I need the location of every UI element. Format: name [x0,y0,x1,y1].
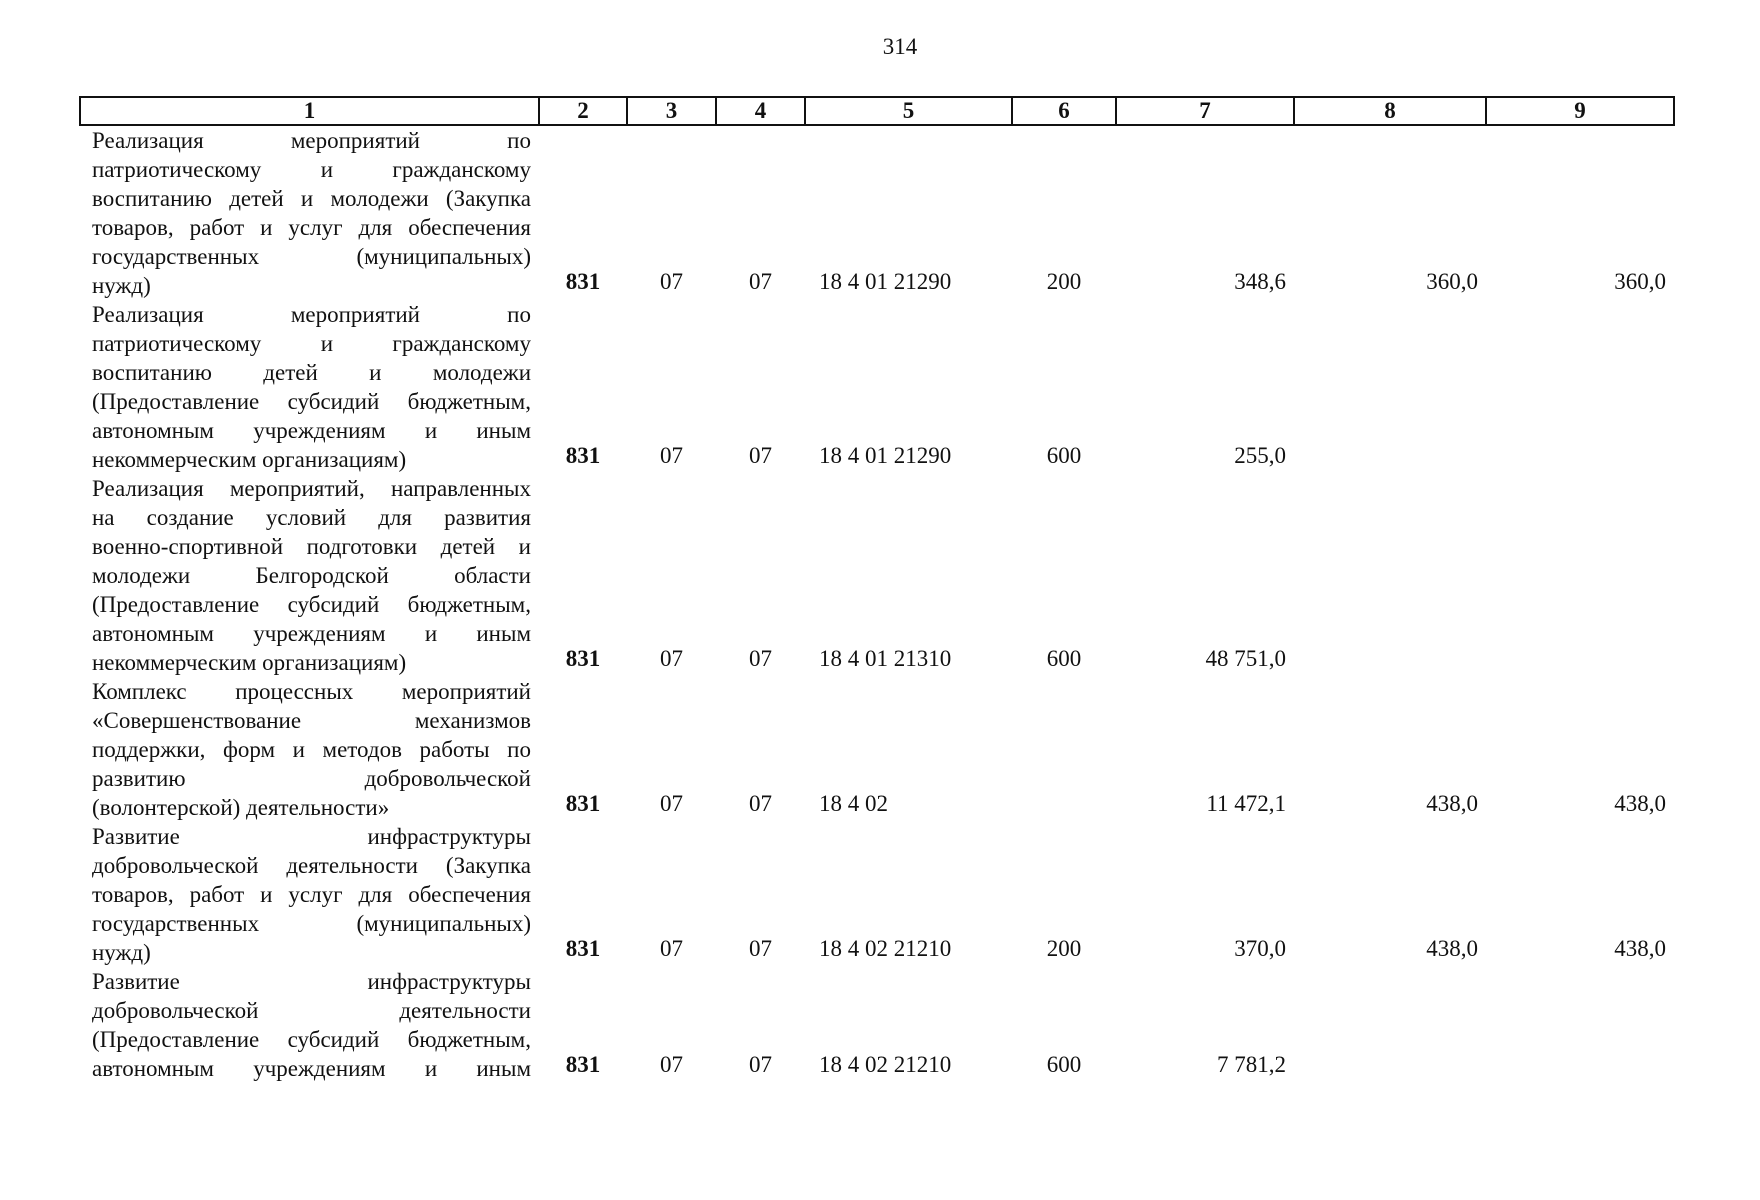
header-cell: 5 [805,97,1012,125]
section-cell: 07 [660,791,683,816]
amount-year3-cell: 360,0 [1614,269,1666,294]
description-line: Реализация мероприятий по [92,128,531,153]
admin-code-cell: 831 [565,1052,601,1077]
amount-year1-cell: 255,0 [1234,443,1286,468]
amount-year2-cell [1294,300,1486,474]
description-line: государственных (муниципальных) [92,244,531,269]
row-description [80,300,539,474]
budget-table [79,96,1675,1083]
description-line: (Предоставление субсидий бюджетным, [92,389,531,414]
expense-type-cell: 600 [1046,443,1082,468]
description-line: нужд) [92,273,151,298]
row-description [80,677,539,822]
description-line: поддержки, форм и методов работы по [92,737,531,762]
description-line: Развитие инфраструктуры [92,969,531,994]
admin-code-cell: 831 [565,646,601,671]
description-line: нужд) [92,940,151,965]
table-row [80,677,1674,822]
table-row [80,822,1674,967]
admin-code-cell: 831 [565,936,601,961]
header-cell: 3 [627,97,716,125]
target-article-cell: 18 4 01 21290 [819,269,952,294]
expense-type-cell: 600 [1046,646,1082,671]
admin-code-cell: 831 [565,791,601,816]
amount-year2-cell: 438,0 [1426,936,1478,961]
description-line: воспитанию детей и молодежи (Закупка [92,186,531,211]
header-cell: 6 [1012,97,1116,125]
row-description [80,967,539,1083]
row-description [80,474,539,677]
description-line: товаров, работ и услуг для обеспечения [92,882,531,907]
description-line: добровольческой деятельности (Закупка [92,853,531,878]
subsection-cell: 07 [749,269,772,294]
target-article-cell: 18 4 01 21310 [819,646,952,671]
header-cell: 1 [80,97,539,125]
description-line: автономным учреждениям и иным [92,418,531,443]
description-line: военно-спортивной подготовки детей и [92,534,531,559]
admin-code-cell: 831 [565,443,601,468]
amount-year2-cell: 438,0 [1426,791,1478,816]
amount-year2-cell [1294,967,1486,1083]
table-row [80,300,1674,474]
header-cell: 7 [1116,97,1294,125]
description-line: патриотическому и гражданскому [92,157,531,182]
header-cell: 8 [1294,97,1486,125]
description-line: товаров, работ и услуг для обеспечения [92,215,531,240]
table-row [80,967,1674,1083]
header-cell: 4 [716,97,805,125]
amount-year3-cell [1486,967,1674,1083]
amount-year1-cell: 370,0 [1234,936,1286,961]
header-cell: 2 [539,97,627,125]
description-line: автономным учреждениям и иным [92,1056,531,1081]
description-line: на создание условий для развития [92,505,531,530]
row-description [80,822,539,967]
description-line: Комплекс процессных мероприятий [92,679,531,704]
subsection-cell: 07 [749,1052,772,1077]
amount-year1-cell: 348,6 [1234,269,1286,294]
header-cell: 9 [1486,97,1674,125]
page-number: 314 [882,34,918,59]
expense-type-cell [1012,677,1116,822]
subsection-cell: 07 [749,443,772,468]
expense-type-cell: 200 [1046,936,1082,961]
description-line: воспитанию детей и молодежи [92,360,531,385]
description-line: «Совершенствование механизмов [92,708,531,733]
table-row [80,474,1674,677]
row-description [80,125,539,300]
description-line: Развитие инфраструктуры [92,824,531,849]
description-line: некоммерческим организациям) [92,447,407,472]
description-line: некоммерческим организациям) [92,650,407,675]
expense-type-cell: 600 [1046,1052,1082,1077]
table-row [80,125,1674,300]
subsection-cell: 07 [749,791,772,816]
amount-year2-cell: 360,0 [1426,269,1478,294]
description-line: развитию добровольческой [92,766,531,791]
subsection-cell: 07 [749,646,772,671]
description-line: (волонтерской) деятельности» [92,795,390,820]
amount-year3-cell [1486,300,1674,474]
section-cell: 07 [660,269,683,294]
admin-code-cell: 831 [565,269,601,294]
amount-year2-cell [1294,474,1486,677]
section-cell: 07 [660,646,683,671]
description-line: молодежи Белгородской области [92,563,531,588]
description-line: (Предоставление субсидий бюджетным, [92,1027,531,1052]
amount-year1-cell: 11 472,1 [1206,791,1286,816]
target-article-cell: 18 4 02 21210 [819,1052,952,1077]
section-cell: 07 [660,443,683,468]
section-cell: 07 [660,1052,683,1077]
subsection-cell: 07 [749,936,772,961]
target-article-cell: 18 4 02 21210 [819,936,952,961]
description-line: патриотическому и гражданскому [92,331,531,356]
description-line: Реализация мероприятий, направленных [92,476,531,501]
header-row [80,97,1674,125]
description-line: государственных (муниципальных) [92,911,531,936]
section-cell: 07 [660,936,683,961]
description-line: добровольческой деятельности [92,998,531,1023]
description-line: (Предоставление субсидий бюджетным, [92,592,531,617]
description-line: Реализация мероприятий по [92,302,531,327]
description-line: автономным учреждениям и иным [92,621,531,646]
amount-year1-cell: 7 781,2 [1217,1052,1286,1077]
amount-year3-cell [1486,474,1674,677]
target-article-cell: 18 4 01 21290 [819,443,952,468]
amount-year3-cell: 438,0 [1614,936,1666,961]
target-article-cell: 18 4 02 [819,791,888,816]
table-body [80,125,1674,1083]
amount-year1-cell: 48 751,0 [1205,646,1286,671]
expense-type-cell: 200 [1046,269,1082,294]
amount-year3-cell: 438,0 [1614,791,1666,816]
